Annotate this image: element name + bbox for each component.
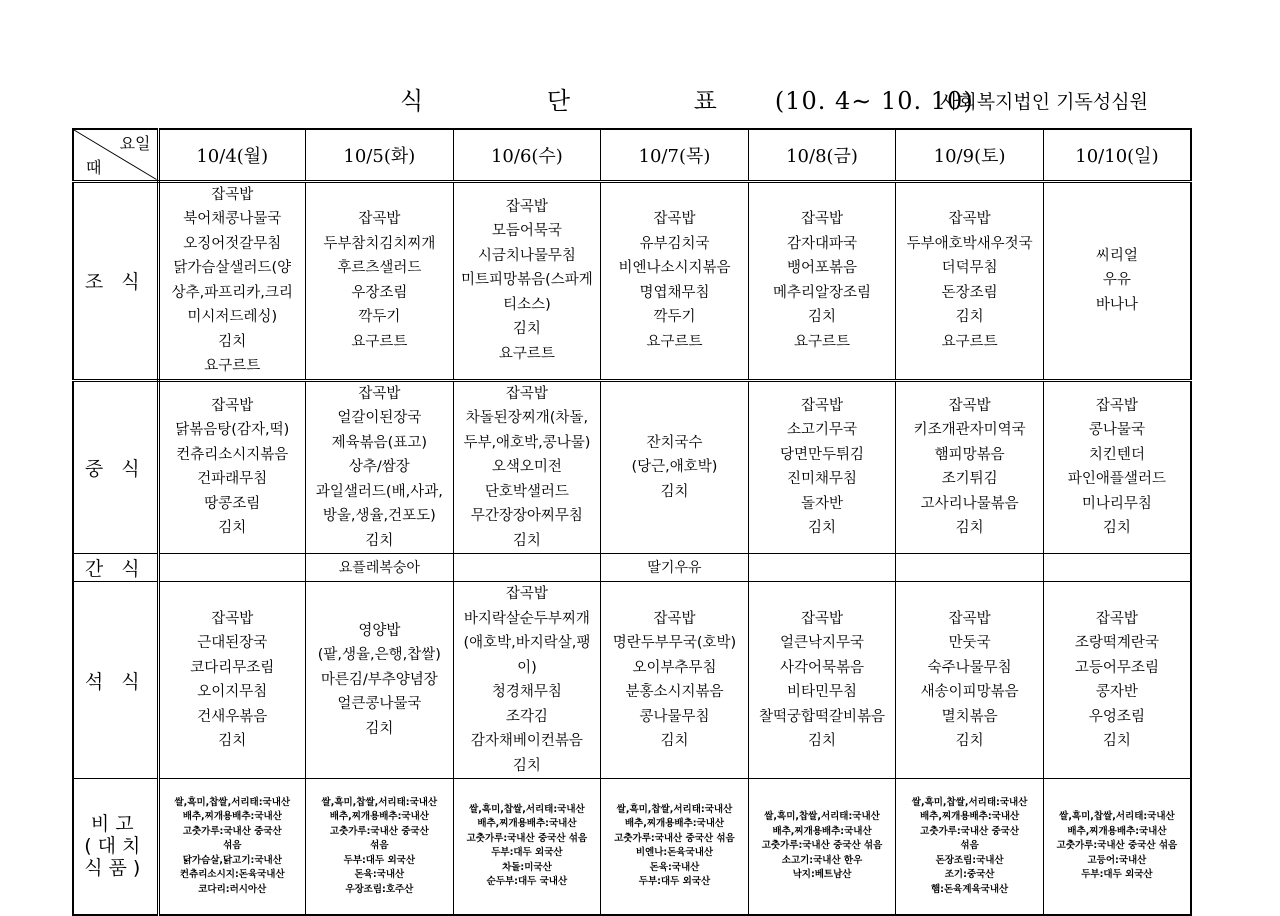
cell-line: 고춧가루:국내산 중국산 [920, 825, 1020, 837]
cell-line: 깍두기 [358, 309, 401, 325]
cell-line: 조랑떡계란국 [1074, 635, 1159, 651]
cell-line: 고춧가루:국내산 중국산 섞음 [761, 840, 883, 851]
menu-cell [306, 181, 454, 380]
origin-note-cell [1043, 779, 1191, 915]
cell-line: 얼갈이된장국 [337, 410, 422, 426]
cell-line: 두부:대두 외국산 [1081, 869, 1153, 880]
cell-line: 명엽채무침 [639, 284, 710, 301]
cell-line: 코다리무조림 [190, 659, 275, 676]
cell-line: 조각김 [505, 708, 548, 725]
cell-line: 돈육:국내산 [649, 861, 700, 873]
cell-line: 소고기무국 [787, 422, 858, 439]
cell-line: 잡곡밥 [948, 211, 991, 227]
snack-cell [1043, 554, 1191, 582]
cell-line: 김치 [512, 757, 541, 774]
cell-line: 영양밥 [358, 622, 401, 639]
cell-line: 잔치국수 [646, 434, 703, 451]
cell-line: 무간장장아찌무침 [470, 508, 583, 524]
day-header: 10/9(토) [896, 129, 1044, 181]
cell-line: 햄피망볶음 [934, 446, 1005, 463]
cell-line: 제육볶음(표고) [331, 434, 428, 451]
cell-line: 오이지무침 [197, 684, 268, 700]
cell-line: 소고기:국내산 한우 [781, 854, 863, 866]
origin-note-cell [453, 779, 601, 915]
cell-line: 두부:대두 외국산 [343, 854, 416, 866]
day-header-row [73, 129, 1191, 181]
cell-line: 배추,찌개용배추:국내산 [624, 818, 725, 830]
menu-cell [306, 380, 454, 554]
snack-cell: 요플레복숭아 [306, 554, 454, 582]
cell-line: 고춧가루:국내산 중국산 섞음 [466, 832, 588, 844]
cell-line: 청경채무침 [491, 684, 562, 700]
cell-line: 비타민무침 [787, 684, 858, 700]
cell-line: 잡곡밥 [801, 211, 844, 227]
cell-line: 깍두기 [653, 309, 696, 325]
cell-line: 과일샐러드(배,사과, [315, 483, 443, 500]
cell-line: 김치 [955, 733, 984, 749]
cell-line: 새송이피망볶음 [920, 684, 1019, 700]
cell-line: 당면만두튀김 [780, 446, 865, 463]
cell-line: 돈육:국내산 [354, 869, 405, 880]
cell-line: 미나리무침 [1081, 495, 1152, 512]
cell-line: (팥,생율,은행,찹쌀) [317, 647, 441, 664]
cell-line: 바나나 [1095, 296, 1138, 313]
cell-line: 두부:대두 외국산 [491, 847, 563, 859]
cell-line: 김치 [660, 483, 689, 500]
cell-line: 쌀,흑미,찹쌀,서리태:국내산 [764, 811, 880, 822]
cell-line: 얼큰낙지무국 [780, 635, 865, 651]
cell-line: 고등어:국내산 [1087, 854, 1147, 866]
cell-line: 분홍소시지볶음 [625, 684, 724, 700]
menu-table [72, 128, 1192, 916]
cell-line: 잡곡밥 [505, 198, 548, 215]
cell-line: 김치 [808, 733, 837, 749]
breakfast-row [73, 181, 1191, 380]
cell-line: 조기튀김 [941, 471, 998, 488]
cell-line: 두부참치김치찌개 [323, 235, 436, 252]
cell-line: 김치 [1102, 520, 1131, 537]
cell-line: 낙지:베트남산 [792, 869, 852, 880]
cell-line: 콩나물국 [1088, 422, 1145, 439]
cell-line: 컨츄리소시지:돈육국내산 [179, 869, 285, 880]
menu-cell [453, 181, 601, 380]
page-title: 식 단 표(10. 4∼ 10. 10) [400, 87, 974, 115]
cell-line: 돌자반 [801, 495, 844, 512]
cell-line: 마른김/부추양념장 [320, 671, 438, 688]
cell-line: 잡곡밥 [211, 610, 254, 627]
day-header: 10/6(수) [453, 129, 601, 181]
cell-line: 배추,찌개용배추:국내산 [772, 825, 872, 837]
menu-cell [453, 380, 601, 554]
lunch-row [73, 380, 1191, 554]
menu-cell [601, 380, 749, 554]
cell-line: 이) [517, 659, 537, 676]
cell-line: 고춧가루:국내산 중국산 [182, 825, 282, 837]
cell-line: 잡곡밥 [358, 385, 401, 402]
cell-line: 시금치나물무침 [477, 247, 576, 264]
cell-line: 잡곡밥 [358, 211, 401, 227]
cell-line: 잡곡밥 [653, 610, 696, 627]
organization-name: 사회복지법인 기독성심원 [940, 91, 1148, 113]
cell-line: 배추,찌개용배추:국내산 [182, 811, 282, 822]
cell-line: 잡곡밥 [801, 397, 844, 414]
cell-line: 컨츄리소시지볶음 [176, 446, 289, 463]
date-range: (10. 4∼ 10. 10) [774, 87, 974, 115]
cell-line: 김치 [808, 309, 837, 325]
cell-line: 요구르트 [498, 345, 555, 362]
cell-line: 잡곡밥 [211, 186, 254, 203]
menu-cell [896, 181, 1044, 380]
cell-line: 비엔나:돈육국내산 [635, 847, 714, 859]
row-label-lunch: 중 식 [73, 380, 158, 554]
cell-line: 쌀,흑미,찹쌀,서리태:국내산 [1059, 811, 1175, 822]
cell-line: 잡곡밥 [948, 610, 991, 627]
menu-cell [158, 380, 306, 554]
cell-line: 후르츠샐러드 [337, 260, 422, 276]
cell-line: 섞음 [223, 840, 242, 851]
cell-line: 북어채콩나물국 [183, 211, 282, 227]
row-label-snack: 간 식 [73, 554, 158, 582]
menu-cell [453, 582, 601, 779]
cell-line: 진미채무침 [787, 471, 858, 488]
cell-line: 단호박샐러드 [484, 483, 569, 500]
cell-line: 건파래무침 [197, 471, 268, 488]
notes-label-line1: 비고 [90, 813, 140, 836]
menu-cell [1043, 380, 1191, 554]
cell-line: 쌀,흑미,찹쌀,서리태:국내산 [174, 796, 291, 808]
snack-cell [896, 554, 1044, 582]
cell-line: 치킨텐더 [1088, 446, 1145, 463]
cell-line: 잡곡밥 [801, 610, 844, 627]
notes-row [73, 779, 1191, 915]
snack-cell [158, 554, 306, 582]
cell-line: 쌀,흑미,찹쌀,서리태:국내산 [616, 803, 733, 815]
cell-line: 유부김치국 [639, 235, 710, 252]
dinner-row [73, 582, 1191, 779]
day-header: 10/4(월) [158, 129, 306, 181]
menu-cell [306, 582, 454, 779]
cell-line: 차돌된장찌개(차돌, [465, 410, 589, 426]
snack-cell: 딸기우유 [601, 554, 749, 582]
menu-cell [158, 582, 306, 779]
cell-line: 순두부:대두 국내산 [486, 876, 568, 888]
menu-cell [748, 380, 896, 554]
cell-line: 쌀,흑미,찹쌀,서리태:국내산 [911, 796, 1028, 808]
cell-line: 두부,애호박,콩나물) [463, 434, 591, 451]
menu-cell [1043, 582, 1191, 779]
cell-line: 쌀,흑미,찹쌀,서리태:국내산 [469, 803, 585, 815]
cell-line: 우엉조림 [1088, 708, 1145, 725]
cell-line: 김치 [660, 733, 689, 749]
cell-line: 고춧가루:국내산 중국산 [329, 825, 429, 837]
origin-note-cell [748, 779, 896, 915]
cell-line: 두부:대두 외국산 [638, 876, 711, 888]
cell-line: 섞음 [370, 840, 389, 851]
cell-line: 쌀,흑미,찹쌀,서리태:국내산 [321, 796, 438, 808]
notes-label-line2: (대치식품) [84, 835, 147, 880]
cell-line: 사각어묵볶음 [780, 659, 865, 676]
row-label-breakfast: 조 식 [73, 181, 158, 380]
cell-line: 조기:중국산 [944, 869, 995, 880]
cell-line: 감자채베이컨볶음 [470, 733, 583, 749]
cell-line: 오이부추무침 [632, 659, 717, 676]
cell-line: 모듬어묵국 [491, 223, 562, 240]
cell-line: 코다리:러시아산 [198, 883, 267, 895]
cell-line: 닭가슴살샐러드(양 [173, 260, 292, 276]
snack-cell [453, 554, 601, 582]
cell-line: 김치 [808, 520, 837, 537]
origin-note-cell [158, 779, 306, 915]
menu-cell [158, 181, 306, 380]
cell-line: 잡곡밥 [1095, 610, 1138, 627]
corner-cell [73, 129, 158, 181]
cell-line: 김치 [218, 520, 247, 537]
cell-line: 오색오미전 [491, 459, 562, 475]
cell-line: 고춧가루:국내산 중국산 섞음 [614, 832, 735, 844]
menu-cell [1043, 181, 1191, 380]
cell-line: 잡곡밥 [505, 586, 548, 602]
cell-line: 더덕무침 [941, 260, 998, 276]
cell-line: 키조개관자미역국 [913, 422, 1026, 439]
cell-line: 요구르트 [794, 333, 851, 350]
cell-line: 돈장조림:국내산 [935, 854, 1004, 866]
snack-row [73, 554, 1191, 582]
cell-line: 섞음 [960, 840, 979, 851]
cell-line: 방울,생율,건포도) [322, 508, 436, 524]
cell-line: 비엔나소시지볶음 [618, 260, 731, 276]
cell-line: 명란두부무국(호박) [612, 635, 737, 651]
corner-time-label: 때 [86, 157, 102, 177]
row-label-dinner: 석 식 [73, 582, 158, 779]
cell-line: 닭가슴살,닭고기:국내산 [182, 854, 282, 866]
cell-line: 김치 [512, 321, 541, 338]
cell-line: 잡곡밥 [211, 397, 254, 414]
cell-line: (애호박,바지락살,팽 [463, 635, 591, 651]
cell-line: 찰떡궁합떡갈비볶음 [759, 708, 886, 725]
cell-line: 두부애호박새우젓국 [906, 235, 1033, 252]
cell-line: 티소스) [503, 296, 551, 313]
cell-line: 닭볶음탕(감자,떡) [175, 422, 290, 439]
cell-line: 김치 [1102, 733, 1131, 749]
day-header: 10/5(화) [306, 129, 454, 181]
menu-cell [748, 582, 896, 779]
cell-line: 배추,찌개용배추:국내산 [477, 818, 577, 830]
menu-cell [601, 582, 749, 779]
row-label-notes [73, 779, 158, 915]
cell-line: 배추,찌개용배추:국내산 [1067, 825, 1167, 837]
cell-line: 김치 [218, 333, 247, 350]
cell-line: 고사리나물볶음 [920, 495, 1019, 512]
cell-line: 감자대파국 [787, 235, 858, 252]
day-header: 10/8(금) [748, 129, 896, 181]
menu-cell [748, 181, 896, 380]
menu-cell [896, 582, 1044, 779]
cell-line: 요구르트 [351, 333, 408, 350]
cell-line: 상추,파프리카,크리 [171, 284, 293, 301]
snack-cell [748, 554, 896, 582]
menu-cell [896, 380, 1044, 554]
cell-line: 뱅어포볶음 [787, 260, 858, 276]
origin-note-cell [601, 779, 749, 915]
cell-line: 햄:돈육계육국내산 [930, 883, 1009, 895]
cell-line: 상추/쌈장 [348, 459, 410, 475]
cell-line: 얼큰콩나물국 [337, 696, 422, 713]
cell-line: 잡곡밥 [948, 397, 991, 414]
cell-line: 김치 [365, 532, 394, 549]
cell-line: 오징어젓갈무침 [183, 235, 282, 252]
cell-line: 만둣국 [948, 635, 991, 651]
cell-line: 근대된장국 [197, 635, 268, 651]
cell-line: 요구르트 [941, 333, 998, 350]
cell-line: 김치 [955, 520, 984, 537]
cell-line: 메추리알장조림 [773, 284, 872, 301]
cell-line: 파인애플샐러드 [1067, 471, 1166, 488]
cell-line: 돈장조림 [941, 284, 998, 301]
menu-cell [601, 181, 749, 380]
cell-line: 고등어무조림 [1074, 659, 1159, 676]
day-header: 10/10(일) [1043, 129, 1191, 181]
cell-line: 우유 [1102, 272, 1131, 289]
cell-line: (당근,애호박) [631, 459, 718, 475]
cell-line: 우장조림:호주산 [345, 883, 414, 895]
cell-line: 숙주나물무침 [927, 659, 1012, 676]
origin-note-cell [896, 779, 1044, 915]
cell-line: 김치 [218, 733, 247, 749]
origin-note-cell [306, 779, 454, 915]
cell-line: 잡곡밥 [505, 385, 548, 402]
cell-line: 배추,찌개용배추:국내산 [329, 811, 429, 822]
corner-day-label: 요일 [119, 134, 151, 153]
cell-line: 김치 [955, 309, 984, 325]
day-header: 10/7(목) [601, 129, 749, 181]
cell-line: 미트피망볶음(스파게 [461, 272, 593, 289]
cell-line: 차돌:미국산 [502, 861, 552, 873]
cell-line: 우장조림 [351, 284, 408, 301]
cell-line: 요구르트 [204, 358, 261, 374]
cell-line: 김치 [365, 720, 394, 737]
cell-line: 잡곡밥 [653, 211, 696, 227]
cell-line: 콩나물무침 [639, 708, 710, 725]
cell-line: 씨리얼 [1095, 247, 1138, 264]
cell-line: 김치 [512, 532, 541, 549]
cell-line: 잡곡밥 [1095, 397, 1138, 414]
cell-line: 고춧가루:국내산 중국산 섞음 [1056, 840, 1178, 851]
cell-line: 요구르트 [646, 333, 703, 350]
cell-line: 콩자반 [1095, 684, 1138, 700]
cell-line: 땅콩조림 [204, 495, 261, 512]
cell-line: 미시저드레싱) [187, 309, 278, 325]
cell-line: 바지락살순두부찌개 [463, 610, 590, 627]
cell-line: 건새우볶음 [197, 708, 268, 725]
cell-line: 배추,찌개용배추:국내산 [920, 811, 1020, 822]
cell-line: 멸치볶음 [941, 708, 998, 725]
